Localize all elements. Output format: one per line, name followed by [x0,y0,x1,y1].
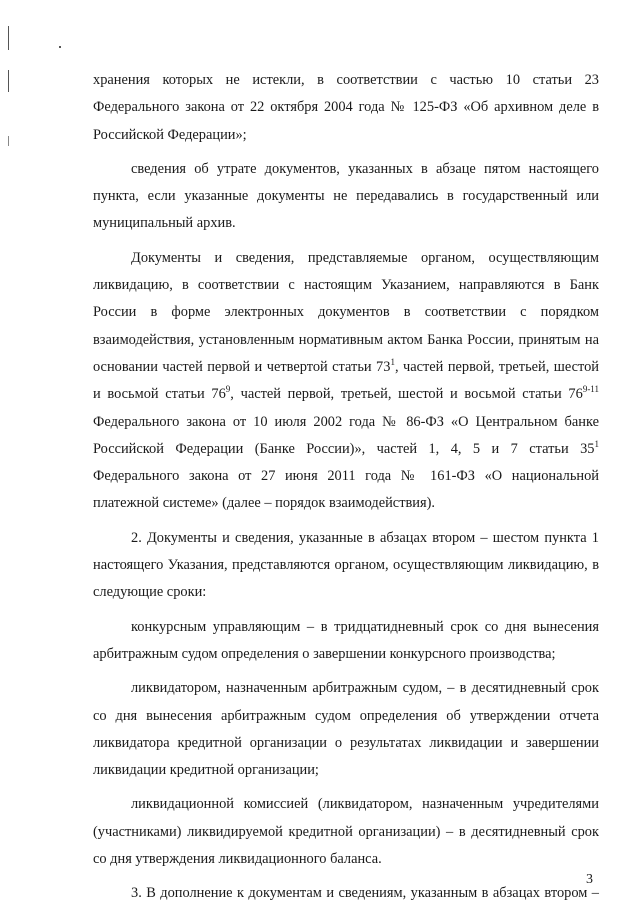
page-number: 3 [586,872,593,887]
paragraph-liquidation-commission: ликвидационной комиссией (ликвидатором, назначенным учредителями (участниками) ликвидируемой кредитной организации) – в десятидневный срок со дня утверждения ликвидационного баланса. [93,796,599,868]
superscript: 1 [594,439,599,450]
scan-mark-lower [8,136,9,146]
document-body [93,67,599,908]
text-segment: Документы и сведения, представляемые органом, осуществляющим ликвидацию, в соответствии с настоящим Указанием, направляются в Банк России в форме электронных документов в соответствии с порядком взаимодействия, установленным нормативным актом Банка России, принятым на основании частей первой и четвертой статьи 73 [93,249,599,375]
scan-mark-dot [59,46,61,48]
text-segment: , частей первой, третьей, шестой и восьмой статьи 76 [93,358,599,403]
scan-mark-top [8,26,9,50]
superscript: 9 [225,384,231,395]
superscript: 9-11 [582,384,599,395]
paragraph-electronic-submission [93,245,599,518]
scan-mark-middle [8,70,9,92]
text-segment: Федерального закона от 27 июня 2011 года № 161-ФЗ «О национальной платежной системе» (далее – порядок взаимодействия). [93,468,599,512]
text-segment: Федерального закона от 10 июля 2002 года № 86-ФЗ «О Центральном банке Российской Федерации (Банке России)», частей 1, 4, 5 и 7 статьи 35 [93,413,599,457]
paragraph-court-liquidator: ликвидатором, назначенным арбитражным судом, – в десятидневный срок со дня вынесения арбитражным судом определения об утверждении отчета ликвидатора кредитной организации о результатах ликвидации и завершении ликвидации кредитной организации; [93,680,599,779]
paragraph-section-2-deadlines: 2. Документы и сведения, указанные в абзацах втором – шестом пункта 1 настоящего Указания, представляются органом, осуществляющим ликвидацию, в следующие сроки: [93,529,599,601]
text-segment: , частей первой, третьей, шестой и восьмой статьи 76 [230,386,583,403]
paragraph-document-loss: сведения об утрате документов, указанных в абзаце пятом настоящего пункта, если указанные документы не передавались в государственный или муниципальный архив. [93,160,599,232]
paragraph-bankruptcy-trustee: конкурсным управляющим – в тридцатидневный срок со дня вынесения арбитражным судом определения о завершении конкурсного производства; [93,618,599,662]
paragraph-archive-storage: хранения которых не истекли, в соответствии с частью 10 статьи 23 Федерального закона от 22 октября 2004 года № 125-ФЗ «Об архивном деле в Российской Федерации»; [93,72,599,143]
superscript: 1 [390,357,395,368]
paragraph-section-3-start: 3. В дополнение к документам и сведениям, указанным в абзацах втором – [131,885,599,902]
